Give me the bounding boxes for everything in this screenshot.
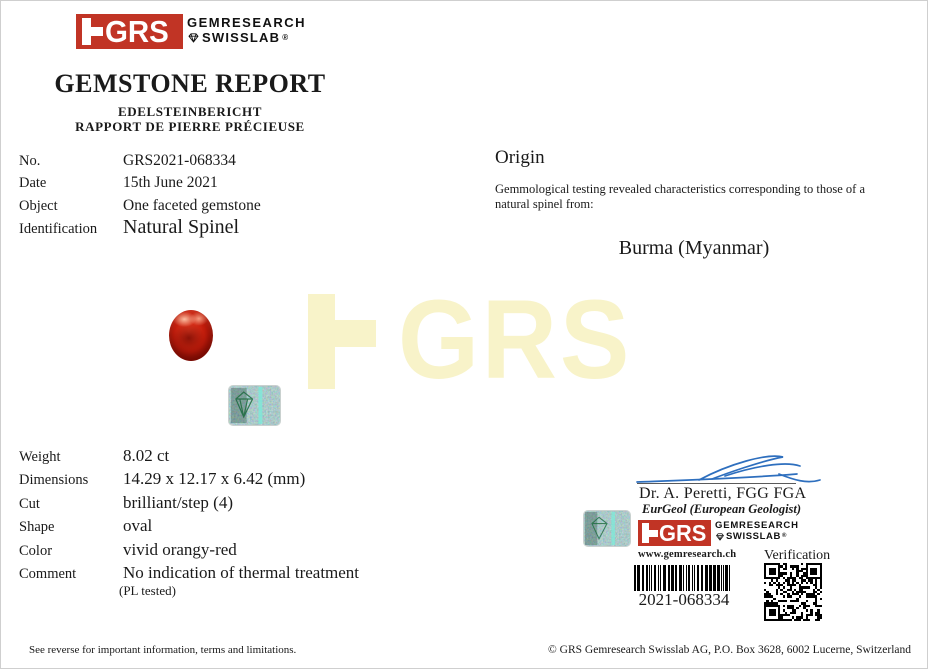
logo-company-name xyxy=(187,16,306,45)
field-label: Cut xyxy=(19,496,40,512)
grs-mark-icon xyxy=(76,14,105,49)
origin-description: Gemmological testing revealed characteristics corresponding to those of a natural spinel from: xyxy=(495,182,866,212)
field-label: Object xyxy=(19,198,58,214)
diamond-icon xyxy=(187,33,200,43)
registered-mark: ® xyxy=(781,533,787,539)
field-value: vivid orangy-red xyxy=(123,540,237,559)
field-row-shape xyxy=(19,516,152,536)
logo-brand-text: GRS xyxy=(105,14,169,49)
field-label: Shape xyxy=(19,519,55,535)
report-title-french: RAPPORT DE PIERRE PRÉCIEUSE xyxy=(75,119,305,134)
grs-mark-icon xyxy=(638,520,659,546)
signatory-name: Dr. A. Peretti, FGG FGA xyxy=(639,485,807,502)
report-title: GEMSTONE REPORT xyxy=(54,69,326,98)
field-value: brilliant/step (4) xyxy=(123,493,234,512)
origin-section xyxy=(495,147,893,260)
field-row-comment xyxy=(19,563,359,583)
origin-value: Burma (Myanmar) xyxy=(618,236,770,259)
field-row-object xyxy=(19,197,261,215)
grs-logo xyxy=(76,14,183,49)
qr-code xyxy=(764,563,822,621)
field-label: No. xyxy=(19,153,41,169)
footer-note: See reverse for important information, terms and limitations. xyxy=(29,644,297,656)
barcode-number: 2021-068334 xyxy=(638,590,730,609)
logo-company-name-small: GEMRESEARCH SWISSLAB ® xyxy=(715,520,799,542)
field-label: Date xyxy=(19,175,47,191)
report-title-block xyxy=(39,69,341,134)
hologram-sticker xyxy=(229,386,280,425)
barcode xyxy=(634,565,734,591)
footer-copyright: © GRS Gemresearch Swisslab AG, P.O. Box 3628, 6002 Lucerne, Switzerland xyxy=(548,644,911,656)
field-row-color xyxy=(19,540,237,560)
field-label: Weight xyxy=(19,449,61,465)
signatory-title: EurGeol (European Geologist) xyxy=(642,502,802,516)
field-label: Dimensions xyxy=(19,472,89,488)
field-value: oval xyxy=(123,516,153,535)
grs-watermark xyxy=(304,277,650,402)
field-value: One faceted gemstone xyxy=(123,197,261,214)
logo-company-line2: SWISSLAB ® xyxy=(187,30,306,45)
field-value: No indication of thermal treatment xyxy=(123,563,360,582)
field-row-number xyxy=(19,152,236,170)
field-label: Comment xyxy=(19,566,77,582)
field-label: Identification xyxy=(19,221,98,237)
diamond-icon xyxy=(715,533,725,541)
field-value: Natural Spinel xyxy=(123,216,240,238)
verification-label: Verification xyxy=(764,548,831,563)
field-row-date xyxy=(19,174,218,192)
origin-heading: Origin xyxy=(495,147,545,168)
field-value: 15th June 2021 xyxy=(123,174,218,191)
field-value: GRS2021-068334 xyxy=(123,152,236,169)
logo-brand-text: GRS xyxy=(659,520,707,546)
website-url: www.gemresearch.ch xyxy=(638,549,737,560)
registered-mark: ® xyxy=(282,33,290,42)
gemstone-photo xyxy=(169,310,213,361)
logo-company-line1: GEMRESEARCH xyxy=(187,15,307,30)
field-row-identification xyxy=(19,216,239,239)
field-value: 8.02 ct xyxy=(123,446,170,465)
field-row-dimensions xyxy=(19,469,305,489)
field-label: Color xyxy=(19,543,53,559)
watermark-text: GRS xyxy=(398,277,633,402)
report-title-german: EDELSTEINBERICHT xyxy=(118,104,262,119)
hologram-sticker xyxy=(584,511,630,546)
grs-logo-small xyxy=(638,520,711,546)
field-value: 14.29 x 12.17 x 6.42 (mm) xyxy=(123,469,306,488)
comment-note: (PL tested) xyxy=(119,583,176,598)
grs-mark-icon xyxy=(304,292,378,392)
field-row-weight xyxy=(19,446,169,466)
field-row-cut xyxy=(19,493,233,513)
